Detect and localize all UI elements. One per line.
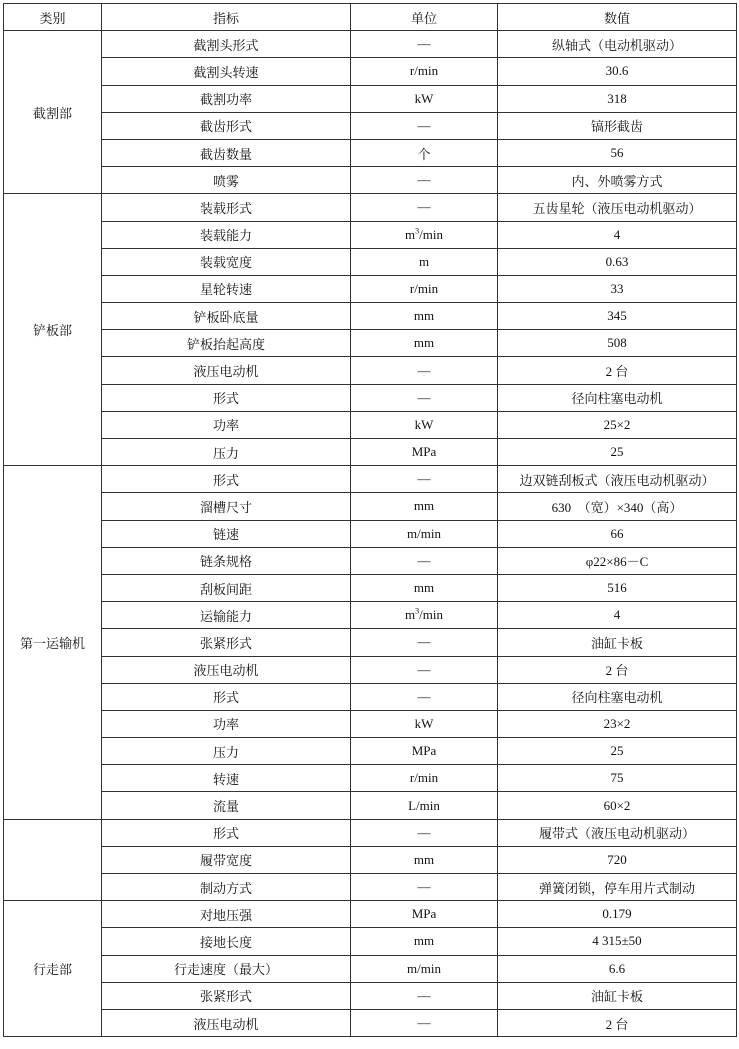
table-row bbox=[4, 792, 737, 819]
indicator-cell: 喷雾 bbox=[102, 167, 351, 194]
indicator-cell: 截割功率 bbox=[102, 85, 351, 112]
indicator-cell: 行走速度（最大） bbox=[102, 955, 351, 982]
value-cell: 油缸卡板 bbox=[498, 629, 737, 656]
unit-cell: — bbox=[351, 466, 498, 493]
table-row bbox=[4, 738, 737, 765]
value-cell: 25 bbox=[498, 738, 737, 765]
unit-cell: mm bbox=[351, 493, 498, 520]
value-cell: 镐形截齿 bbox=[498, 112, 737, 139]
indicator-cell: 张紧形式 bbox=[102, 982, 351, 1009]
value-cell: 内、外喷雾方式 bbox=[498, 167, 737, 194]
indicator-cell: 形式 bbox=[102, 466, 351, 493]
unit-cell: — bbox=[351, 357, 498, 384]
unit-cell: — bbox=[351, 112, 498, 139]
indicator-cell: 转速 bbox=[102, 765, 351, 792]
unit-cell: MPa bbox=[351, 738, 498, 765]
table-row bbox=[4, 411, 737, 438]
table-row bbox=[4, 928, 737, 955]
unit-cell: L/min bbox=[351, 792, 498, 819]
unit-cell: — bbox=[351, 982, 498, 1009]
value-cell: 720 bbox=[498, 846, 737, 873]
header-unit: 单位 bbox=[351, 4, 498, 31]
value-cell: 75 bbox=[498, 765, 737, 792]
value-cell: 508 bbox=[498, 330, 737, 357]
value-cell: 2 台 bbox=[498, 357, 737, 384]
unit-cell: — bbox=[351, 874, 498, 901]
table-body bbox=[4, 31, 737, 1037]
table-row bbox=[4, 357, 737, 384]
unit-cell: — bbox=[351, 683, 498, 710]
unit-cell: m bbox=[351, 248, 498, 275]
unit-cell: r/min bbox=[351, 58, 498, 85]
indicator-cell: 运输能力 bbox=[102, 602, 351, 629]
table-row bbox=[4, 330, 737, 357]
table-row bbox=[4, 58, 737, 85]
table-row bbox=[4, 982, 737, 1009]
value-cell: φ22×86－C bbox=[498, 547, 737, 574]
table-row bbox=[4, 275, 737, 302]
value-cell: 516 bbox=[498, 574, 737, 601]
value-cell: 边双链刮板式（液压电动机驱动） bbox=[498, 466, 737, 493]
unit-cell: — bbox=[351, 819, 498, 846]
value-cell: 4 bbox=[498, 602, 737, 629]
table-row bbox=[4, 955, 737, 982]
value-cell: 33 bbox=[498, 275, 737, 302]
unit-cell: — bbox=[351, 31, 498, 58]
indicator-cell: 铲板抬起高度 bbox=[102, 330, 351, 357]
table-row bbox=[4, 765, 737, 792]
value-cell: 4 bbox=[498, 221, 737, 248]
unit-cell: mm bbox=[351, 928, 498, 955]
unit-cell: — bbox=[351, 167, 498, 194]
table-row bbox=[4, 303, 737, 330]
unit-cell: m/min bbox=[351, 955, 498, 982]
indicator-cell: 装载宽度 bbox=[102, 248, 351, 275]
indicator-cell: 功率 bbox=[102, 710, 351, 737]
unit-cell: $m^3/\min$ bbox=[351, 602, 498, 629]
table-row bbox=[4, 384, 737, 411]
unit-cell: — bbox=[351, 1009, 498, 1036]
indicator-cell: 形式 bbox=[102, 819, 351, 846]
unit-cell: — bbox=[351, 547, 498, 574]
indicator-cell: 液压电动机 bbox=[102, 1009, 351, 1036]
table-row bbox=[4, 112, 737, 139]
category-cell: 行走部 bbox=[4, 901, 102, 1037]
table-row bbox=[4, 31, 737, 58]
header-row bbox=[4, 4, 737, 31]
table-row bbox=[4, 221, 737, 248]
table-row bbox=[4, 1009, 737, 1036]
value-cell: 25 bbox=[498, 439, 737, 466]
indicator-cell: 链速 bbox=[102, 520, 351, 547]
value-cell: 0.63 bbox=[498, 248, 737, 275]
value-cell: 60×2 bbox=[498, 792, 737, 819]
value-cell: 弹簧闭锁，停车用片式制动 bbox=[498, 874, 737, 901]
unit-cell: r/min bbox=[351, 765, 498, 792]
table-row bbox=[4, 167, 737, 194]
category-cell: 截割部 bbox=[4, 31, 102, 194]
unit-cell: r/min bbox=[351, 275, 498, 302]
value-cell: 56 bbox=[498, 139, 737, 166]
table-row bbox=[4, 629, 737, 656]
value-cell: 履带式（液压电动机驱动） bbox=[498, 819, 737, 846]
category-cell: 第一运输机 bbox=[4, 466, 102, 819]
value-cell: 318 bbox=[498, 85, 737, 112]
indicator-cell: 形式 bbox=[102, 384, 351, 411]
unit-cell: $m^3/\min$ bbox=[351, 221, 498, 248]
indicator-cell: 截齿数量 bbox=[102, 139, 351, 166]
unit-cell: — bbox=[351, 629, 498, 656]
table-row bbox=[4, 874, 737, 901]
unit-cell: kW bbox=[351, 710, 498, 737]
unit-cell: 个 bbox=[351, 139, 498, 166]
table-row bbox=[4, 520, 737, 547]
indicator-cell: 刮板间距 bbox=[102, 574, 351, 601]
indicator-cell: 功率 bbox=[102, 411, 351, 438]
table-row bbox=[4, 846, 737, 873]
indicator-cell: 溜槽尺寸 bbox=[102, 493, 351, 520]
indicator-cell: 链条规格 bbox=[102, 547, 351, 574]
value-cell: 0.179 bbox=[498, 901, 737, 928]
value-cell: 2 台 bbox=[498, 656, 737, 683]
value-cell: 345 bbox=[498, 303, 737, 330]
header-indicator: 指标 bbox=[102, 4, 351, 31]
unit-cell: kW bbox=[351, 411, 498, 438]
indicator-cell: 压力 bbox=[102, 738, 351, 765]
indicator-cell: 装载形式 bbox=[102, 194, 351, 221]
indicator-cell: 截割头形式 bbox=[102, 31, 351, 58]
value-cell: 4 315±50 bbox=[498, 928, 737, 955]
unit-cell: mm bbox=[351, 303, 498, 330]
indicator-cell: 铲板卧底量 bbox=[102, 303, 351, 330]
value-cell: 25×2 bbox=[498, 411, 737, 438]
table-row bbox=[4, 194, 737, 221]
indicator-cell: 压力 bbox=[102, 439, 351, 466]
table-row bbox=[4, 683, 737, 710]
value-cell: 66 bbox=[498, 520, 737, 547]
header-category: 类别 bbox=[4, 4, 102, 31]
table-row bbox=[4, 139, 737, 166]
indicator-cell: 张紧形式 bbox=[102, 629, 351, 656]
indicator-cell: 流量 bbox=[102, 792, 351, 819]
spec-table bbox=[3, 3, 737, 1037]
table-row bbox=[4, 493, 737, 520]
indicator-cell: 液压电动机 bbox=[102, 656, 351, 683]
indicator-cell: 对地压强 bbox=[102, 901, 351, 928]
unit-cell: mm bbox=[351, 330, 498, 357]
value-cell: 2 台 bbox=[498, 1009, 737, 1036]
indicator-cell: 形式 bbox=[102, 683, 351, 710]
indicator-cell: 接地长度 bbox=[102, 928, 351, 955]
unit-cell: m/min bbox=[351, 520, 498, 547]
value-cell: 纵轴式（电动机驱动） bbox=[498, 31, 737, 58]
unit-cell: MPa bbox=[351, 439, 498, 466]
unit-cell: — bbox=[351, 194, 498, 221]
value-cell: 五齿星轮（液压电动机驱动） bbox=[498, 194, 737, 221]
unit-cell: — bbox=[351, 384, 498, 411]
value-cell: 径向柱塞电动机 bbox=[498, 683, 737, 710]
header-value: 数值 bbox=[498, 4, 737, 31]
value-cell: 径向柱塞电动机 bbox=[498, 384, 737, 411]
value-cell: 油缸卡板 bbox=[498, 982, 737, 1009]
table-row bbox=[4, 574, 737, 601]
value-cell: 23×2 bbox=[498, 710, 737, 737]
category-cell: 铲板部 bbox=[4, 194, 102, 466]
unit-cell: kW bbox=[351, 85, 498, 112]
unit-cell: — bbox=[351, 656, 498, 683]
value-cell: 6.6 bbox=[498, 955, 737, 982]
table-row bbox=[4, 710, 737, 737]
category-cell bbox=[4, 819, 102, 901]
indicator-cell: 装载能力 bbox=[102, 221, 351, 248]
indicator-cell: 履带宽度 bbox=[102, 846, 351, 873]
indicator-cell: 星轮转速 bbox=[102, 275, 351, 302]
unit-cell: MPa bbox=[351, 901, 498, 928]
table-row bbox=[4, 602, 737, 629]
table-row bbox=[4, 547, 737, 574]
table-row bbox=[4, 466, 737, 493]
table-row bbox=[4, 901, 737, 928]
table-row bbox=[4, 819, 737, 846]
indicator-cell: 截齿形式 bbox=[102, 112, 351, 139]
unit-cell: mm bbox=[351, 846, 498, 873]
indicator-cell: 制动方式 bbox=[102, 874, 351, 901]
table-row bbox=[4, 248, 737, 275]
indicator-cell: 截割头转速 bbox=[102, 58, 351, 85]
indicator-cell: 液压电动机 bbox=[102, 357, 351, 384]
value-cell: 630 （宽）×340（高） bbox=[498, 493, 737, 520]
table-row bbox=[4, 85, 737, 112]
table-row bbox=[4, 656, 737, 683]
unit-cell: mm bbox=[351, 574, 498, 601]
value-cell: 30.6 bbox=[498, 58, 737, 85]
table-row bbox=[4, 439, 737, 466]
